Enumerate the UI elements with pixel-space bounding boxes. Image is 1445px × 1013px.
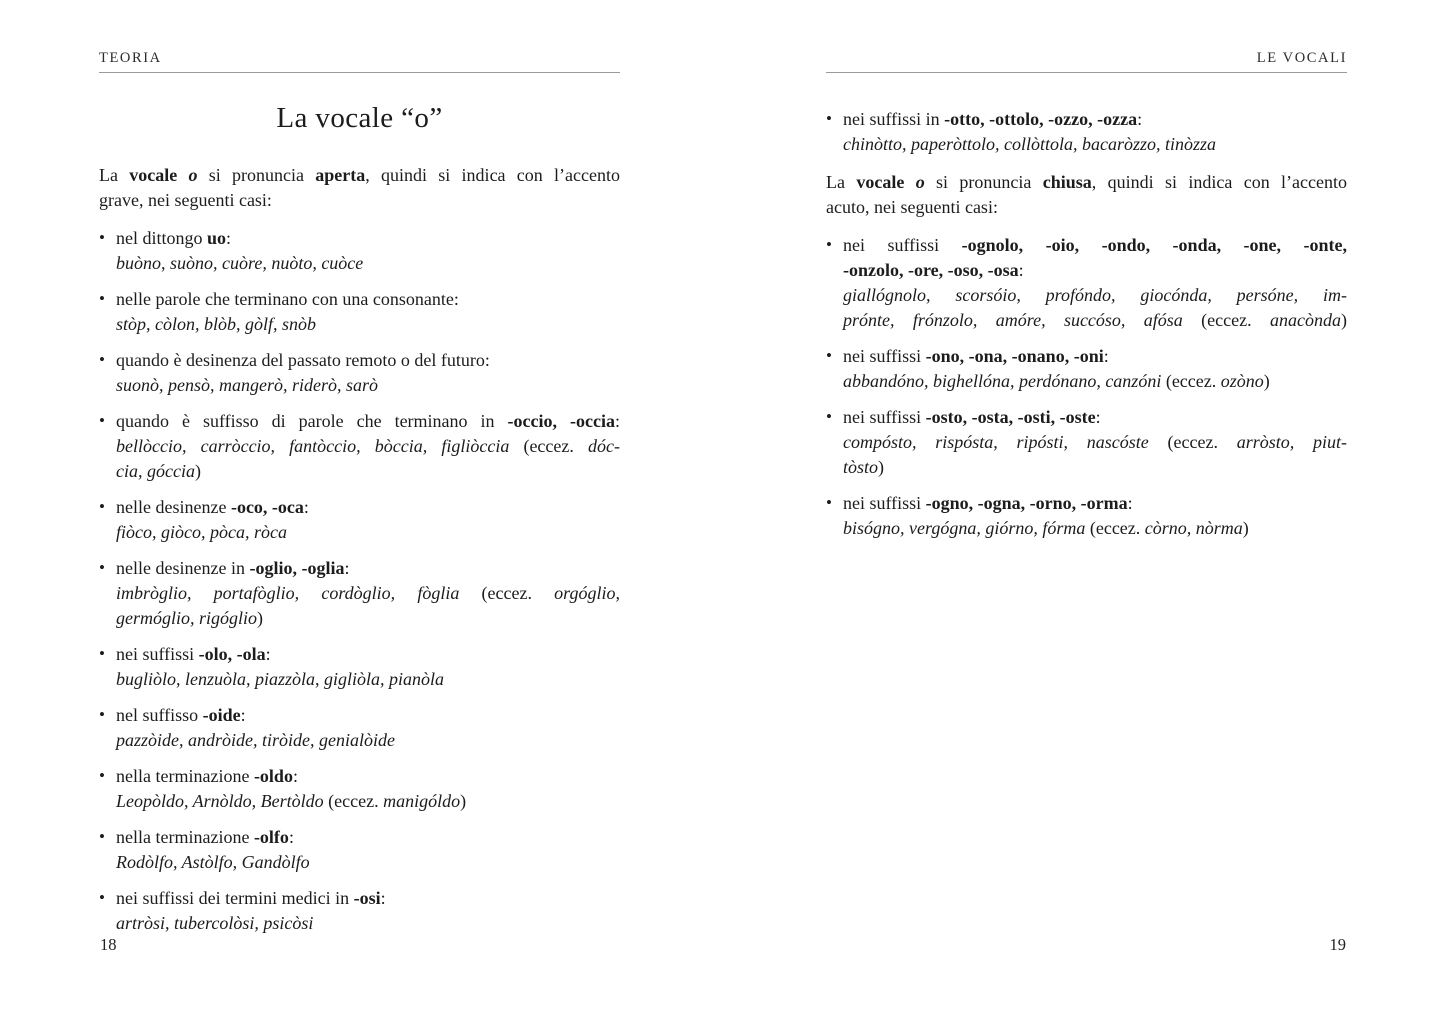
- page-right: [826, 0, 1347, 1013]
- text-line: [116, 348, 620, 373]
- text-run: bisógno, vergógna, giórno, fórma: [843, 518, 1086, 538]
- text-run: -occio, -occia: [507, 411, 615, 431]
- bullet-marker: •: [99, 497, 105, 516]
- text-run: ozòno: [1220, 371, 1264, 391]
- text-run: (eccez.: [1085, 518, 1145, 538]
- text-run: aperta: [315, 165, 366, 185]
- bullet-marker: •: [826, 235, 832, 254]
- bullet-marker: •: [99, 766, 105, 785]
- bullet-marker: •: [826, 493, 832, 512]
- text-run: :: [1018, 260, 1024, 280]
- bullet-item: [826, 107, 1347, 157]
- bullet-text: [843, 344, 1347, 394]
- text-run: nelle parole che terminano con una consonante:: [116, 289, 459, 309]
- page-number-right: 19: [1329, 935, 1346, 954]
- bullet-text: [843, 491, 1347, 541]
- text-run: -olo, -ola: [198, 644, 266, 664]
- text-run: :: [1137, 109, 1143, 129]
- text-run: nel dittongo: [116, 228, 207, 248]
- text-run: bugliòlo, lenzuòla, piazzòla, gigliòla, pianòla: [116, 669, 445, 689]
- text-run: -osto, -osta, -osti, -oste: [925, 407, 1096, 427]
- text-line: [116, 520, 620, 545]
- text-run: :: [288, 827, 294, 847]
- text-run: arròsto, piut-: [1236, 432, 1347, 452]
- bullet-marker: •: [99, 411, 105, 430]
- bullet-item: [826, 405, 1347, 480]
- bullet-text: [116, 764, 620, 814]
- text-run: :: [1127, 493, 1133, 513]
- bullet-item: [826, 491, 1347, 541]
- page-number-left: 18: [100, 935, 117, 954]
- text-line: [843, 491, 1347, 516]
- text-run: :: [240, 705, 246, 725]
- bullet-text: [116, 287, 620, 337]
- text-run: cia, góccia: [116, 461, 195, 481]
- text-line: [116, 886, 620, 911]
- text-run: (eccez.: [323, 791, 384, 811]
- text-run: ): [194, 461, 201, 481]
- text-run: vocale: [129, 165, 178, 185]
- text-line: [843, 430, 1347, 455]
- paragraph: [826, 170, 1347, 220]
- text-run: bellòccio, carròccio, fantòccio, bòccia, figliòccia: [116, 436, 510, 456]
- text-run: anacònda: [1270, 310, 1341, 330]
- text-run: nelle desinenze in: [116, 558, 250, 578]
- running-header-right-label: LE VOCALI: [1256, 50, 1347, 66]
- text-run: quando è desinenza del passato remoto o del futuro:: [116, 350, 490, 370]
- text-run: imbròglio, portafòglio, cordòglio, fòglia: [116, 583, 460, 603]
- text-run: o: [915, 172, 925, 192]
- text-line: [116, 642, 620, 667]
- text-run: :: [292, 766, 298, 786]
- text-run: -onzolo, -ore, -oso, -osa: [843, 260, 1019, 280]
- bullet-text: [116, 556, 620, 631]
- bullet-item: [826, 344, 1347, 394]
- text-run: La: [99, 165, 130, 185]
- text-run: , quindi si indica con l’accento: [1091, 172, 1348, 192]
- bullet-text: [116, 348, 620, 398]
- text-run: ): [1242, 518, 1249, 538]
- text-run: :: [1103, 346, 1109, 366]
- text-run: fiòco, giòco, pòca, ròca: [116, 522, 287, 542]
- text-run: (eccez.: [1182, 310, 1270, 330]
- bullet-text: [843, 405, 1347, 480]
- text-run: buòno, suòno, cuòre, nuòto, cuòce: [116, 253, 364, 273]
- bullet-text: [116, 703, 620, 753]
- text-line: [99, 188, 620, 213]
- text-run: -osi: [353, 888, 381, 908]
- text-line: [116, 226, 620, 251]
- text-run: :: [265, 644, 271, 664]
- text-run: nei suffissi in: [843, 109, 945, 129]
- bullet-text: [116, 886, 620, 936]
- text-line: [116, 495, 620, 520]
- text-line: [116, 703, 620, 728]
- running-header-right: [826, 50, 1347, 73]
- text-line: [116, 434, 620, 459]
- text-run: (eccez.: [1148, 432, 1237, 452]
- text-run: suonò, pensò, mangerò, riderò, sarò: [116, 375, 379, 395]
- text-run: Leopòldo, Arnòldo, Bertòldo: [116, 791, 324, 811]
- text-line: [843, 405, 1347, 430]
- text-run: -otto, -ottolo, -ozzo, -ozza: [944, 109, 1138, 129]
- running-header-left-label: TEORIA: [99, 50, 162, 66]
- text-run: si pronuncia: [924, 172, 1043, 192]
- text-run: , quindi si indica con l’accento: [365, 165, 621, 185]
- bullet-marker: •: [99, 644, 105, 663]
- content-right: [826, 107, 1347, 541]
- text-run: (eccez.: [509, 436, 589, 456]
- text-line: [116, 911, 620, 936]
- text-line: [843, 344, 1347, 369]
- bullet-item: [99, 495, 620, 545]
- text-run: nelle desinenze: [116, 497, 231, 517]
- text-run: -ogno, -ogna, -orno, -orma: [925, 493, 1128, 513]
- text-line: [116, 789, 620, 814]
- text-run: nel suffisso: [116, 705, 203, 725]
- page-title: La vocale “o”: [276, 102, 443, 134]
- text-run: nei suffissi: [843, 235, 962, 255]
- text-run: si pronuncia: [197, 165, 316, 185]
- text-run: (eccez.: [459, 583, 555, 603]
- text-run: Rodòlfo, Astòlfo, Gandòlfo: [116, 852, 310, 872]
- text-line: [116, 287, 620, 312]
- bullet-text: [116, 825, 620, 875]
- text-line: [843, 516, 1347, 541]
- text-line: [116, 251, 620, 276]
- text-run: nei suffissi: [843, 493, 926, 513]
- text-line: [116, 312, 620, 337]
- text-run: La: [826, 172, 857, 192]
- running-header-left: [99, 50, 620, 73]
- bullet-item: [99, 825, 620, 875]
- bullet-text: [843, 107, 1347, 157]
- text-run: ): [257, 608, 264, 628]
- text-run: giallógnolo, scorsóio, profóndo, giocónda, persóne, im-: [843, 285, 1347, 305]
- text-run: -ono, -ona, -onano, -oni: [925, 346, 1104, 366]
- text-run: nei suffissi: [843, 407, 926, 427]
- text-run: acuto, nei seguenti casi:: [826, 197, 998, 217]
- text-run: nella terminazione: [116, 766, 254, 786]
- bullet-item: [826, 233, 1347, 333]
- bullet-marker: •: [826, 346, 832, 365]
- text-run: :: [303, 497, 309, 517]
- text-run: chinòtto, paperòttolo, collòttola, bacaròzzo, tinòzza: [843, 134, 1216, 154]
- text-line: [843, 455, 1347, 480]
- bullet-item: [99, 226, 620, 276]
- bullet-item: [99, 886, 620, 936]
- text-line: [843, 132, 1347, 157]
- text-run: nei suffissi: [843, 346, 926, 366]
- text-line: [116, 459, 620, 484]
- text-run: quando è suffisso di parole che terminano in: [116, 411, 508, 431]
- bullet-marker: •: [99, 558, 105, 577]
- text-line: [116, 606, 620, 631]
- bullet-item: [99, 409, 620, 484]
- text-run: -ognolo, -oio, -ondo, -onda, -one, -onte,: [961, 235, 1348, 255]
- text-line: [843, 369, 1347, 394]
- paragraph: [99, 163, 620, 213]
- text-line: [843, 233, 1347, 258]
- text-line: [843, 258, 1347, 283]
- text-line: [116, 581, 620, 606]
- text-run: [904, 172, 915, 192]
- text-run: germóglio, rigóglio: [116, 608, 258, 628]
- text-run: abbandóno, bighellóna, perdónano, canzóni: [843, 371, 1162, 391]
- text-run: o: [188, 165, 198, 185]
- text-line: [843, 107, 1347, 132]
- bullet-marker: •: [99, 228, 105, 247]
- text-line: [826, 170, 1347, 195]
- text-run: ): [460, 791, 467, 811]
- text-line: [116, 373, 620, 398]
- bullet-text: [843, 233, 1347, 333]
- bullet-item: [99, 764, 620, 814]
- text-run: -oco, -oca: [230, 497, 304, 517]
- text-run: còrno, nòrma: [1144, 518, 1243, 538]
- bullet-marker: •: [99, 289, 105, 308]
- text-run: artròsi, tubercolòsi, psicòsi: [116, 913, 314, 933]
- bullet-text: [116, 226, 620, 276]
- text-run: -olfo: [253, 827, 289, 847]
- text-run: tòsto: [843, 457, 879, 477]
- text-run: nei suffissi: [116, 644, 199, 664]
- content-left: [99, 163, 620, 936]
- bullet-text: [116, 495, 620, 545]
- bullet-item: [99, 556, 620, 631]
- text-line: [843, 308, 1347, 333]
- text-run: -oide: [202, 705, 241, 725]
- text-line: [826, 195, 1347, 220]
- text-run: :: [614, 411, 620, 431]
- text-run: -oldo: [253, 766, 293, 786]
- text-run: pazzòide, andròide, tiròide, genialòide: [116, 730, 395, 750]
- text-run: chiusa: [1042, 172, 1092, 192]
- bullet-marker: •: [826, 407, 832, 426]
- text-line: [116, 667, 620, 692]
- bullet-marker: •: [826, 109, 832, 128]
- text-run: manigóldo: [383, 791, 461, 811]
- text-run: (eccez.: [1161, 371, 1221, 391]
- text-run: -oglio, -oglia: [249, 558, 345, 578]
- bullet-text: [116, 642, 620, 692]
- text-run: ): [1263, 371, 1270, 391]
- text-run: compósto, rispósta, ripósti, nascóste: [843, 432, 1149, 452]
- text-run: nei suffissi dei termini medici in: [116, 888, 354, 908]
- text-run: grave, nei seguenti casi:: [99, 190, 272, 210]
- text-line: [116, 850, 620, 875]
- text-line: [99, 163, 620, 188]
- bullet-item: [99, 642, 620, 692]
- bullet-marker: •: [99, 705, 105, 724]
- text-run: :: [380, 888, 386, 908]
- text-run: nella terminazione: [116, 827, 254, 847]
- text-run: ): [878, 457, 885, 477]
- text-run: vocale: [856, 172, 905, 192]
- bullet-item: [99, 287, 620, 337]
- bullet-item: [99, 703, 620, 753]
- text-line: [116, 409, 620, 434]
- text-run: :: [1095, 407, 1101, 427]
- bullet-marker: •: [99, 827, 105, 846]
- bullet-item: [99, 348, 620, 398]
- text-run: prónte, frónzolo, amóre, succóso, afósa: [843, 310, 1183, 330]
- text-line: [116, 825, 620, 850]
- text-line: [116, 556, 620, 581]
- text-run: :: [226, 228, 232, 248]
- text-run: orgóglio,: [554, 583, 620, 603]
- text-run: :: [344, 558, 350, 578]
- text-run: [177, 165, 188, 185]
- bullet-marker: •: [99, 888, 105, 907]
- text-line: [116, 728, 620, 753]
- text-run: uo: [207, 228, 227, 248]
- text-run: stòp, còlon, blòb, gòlf, snòb: [116, 314, 317, 334]
- bullet-marker: •: [99, 350, 105, 369]
- page-left: [99, 0, 620, 1013]
- text-line: [116, 764, 620, 789]
- text-run: dóc-: [588, 436, 620, 456]
- text-line: [843, 283, 1347, 308]
- bullet-text: [116, 409, 620, 484]
- text-run: ): [1341, 310, 1347, 330]
